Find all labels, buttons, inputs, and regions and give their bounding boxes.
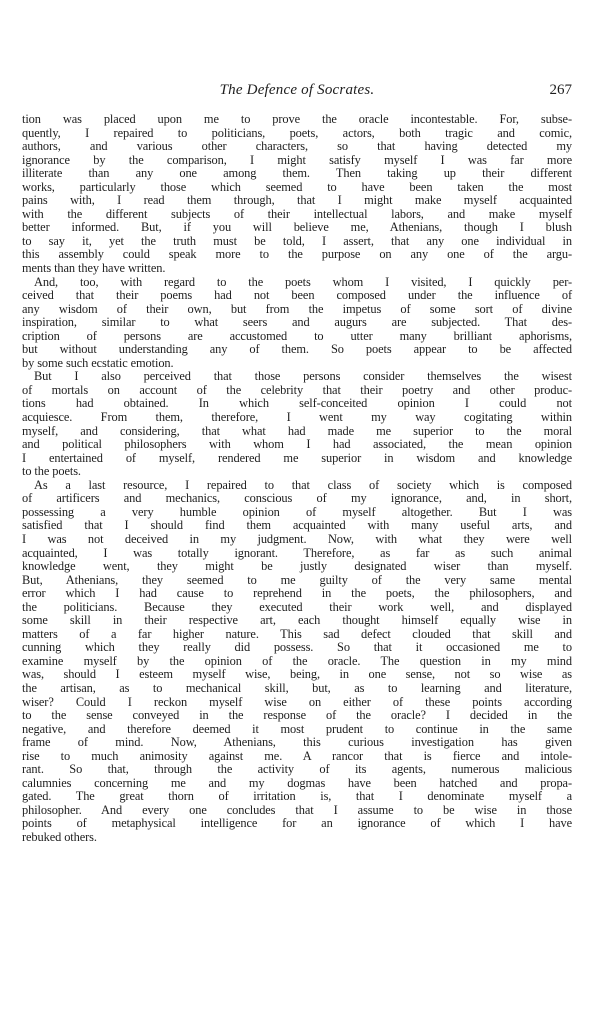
text-line: possessing a very humble opinion of myself altogether. But I was — [22, 504, 572, 519]
text-line: illiterate than any one among them. Then taking up their different — [22, 166, 572, 181]
text-line: works, particularly those which seemed to have been taken the most — [22, 179, 572, 194]
text-line: I entertained of myself, rendered me superior in wisdom and knowledge — [22, 450, 572, 465]
paragraph — [22, 113, 572, 276]
text-line: And, too, with regard to the poets whom I visited, I quickly per- — [34, 274, 572, 289]
text-line: philosopher. And every one concludes that I assume to be wise in those — [22, 802, 572, 817]
text-line: acquainted, I was totally ignorant. Therefore, as far as such animal — [22, 545, 572, 560]
text-line: of artificers and mechanics, conscious of my ignorance, and, in short, — [22, 491, 572, 506]
text-line: inspiration, similar to what seers and augurs are subjected. That des- — [22, 315, 572, 330]
text-line: tions had obtained. In which self-conceited opinion I could not — [22, 396, 572, 411]
text-line: to the sense conveyed in the response of the oracle? I decided in the — [22, 708, 572, 723]
text-line: quently, I repaired to politicians, poets, actors, both tragic and comic, — [22, 125, 572, 140]
text-line: better informed. But, if you will believe me, Athenians, though I blush — [22, 220, 572, 235]
text-line: As a last resource, I repaired to that class of society which is composed — [34, 477, 572, 492]
text-line: tion was placed upon me to prove the oracle incontestable. For, subse- — [22, 112, 572, 126]
text-line: ceived that their poems had not been composed under the influence of — [22, 288, 572, 303]
text-line: frame of mind. Now, Athenians, this curious investigation has given — [22, 735, 572, 750]
text-line: negative, and therefore deemed it most prudent to continue in the same — [22, 721, 572, 736]
text-line: But I also perceived that those persons consider themselves the wisest — [34, 369, 572, 384]
text-line: authors, and various other characters, so that having detected my — [22, 139, 572, 154]
text-line: cunning which they really did possess. So that it occasioned me to — [22, 640, 572, 655]
text-line: this assembly could speak more to the purpose on any one of the argu- — [22, 247, 572, 262]
text-line: wiser? Could I reckon myself wise on either of these points according — [22, 694, 572, 709]
text-line: was, should I esteem myself wise, being, in one sense, not so wise as — [22, 667, 572, 682]
text-line: ignorance by the comparison, I might satisfy myself I was far more — [22, 152, 572, 167]
text-line: examine myself by the opinion of the oracle. The question in my mind — [22, 653, 572, 668]
page-header — [22, 82, 572, 102]
text-line: calumnies concerning me and my dogmas have been hatched and propa- — [22, 775, 572, 790]
text-line: the artisan, as to mechanical skill, but, as to learning and literature, — [22, 680, 572, 695]
text-line: to say it, yet the truth must be told, I assert, that any one individual in — [22, 233, 572, 248]
text-line: any wisdom of their own, but from the impetus of some sort of divine — [22, 301, 572, 316]
text-line: gated. The great thorn of irritation is, that I denominate myself a — [22, 789, 572, 804]
paragraph — [22, 479, 572, 845]
paragraph — [22, 276, 572, 371]
text-line: the politicians. Because they executed their work well, and displayed — [22, 599, 572, 614]
page-number: 267 — [549, 82, 572, 98]
text-line: of mortals on account of the celebrity that their poetry and other produc- — [22, 382, 572, 397]
text-line: rant. So that, through the activity of its agents, numerous malicious — [22, 762, 572, 777]
text-line: to the poets. — [22, 464, 81, 479]
text-line: with the different subjects of their intellectual labors, and make myself — [22, 206, 572, 221]
text-line: matters of a far higher nature. This sad defect clouded that skill and — [22, 626, 572, 641]
text-line: but without understanding any of them. So poets appear to be affected — [22, 342, 572, 357]
text-line: ments than they have written. — [22, 261, 166, 276]
text-line: some skill in their respective art, each thought himself equally wise in — [22, 613, 572, 628]
text-line: by some such ecstatic emotion. — [22, 355, 174, 370]
text-line: rebuked others. — [22, 829, 97, 844]
running-title: The Defence of Socrates. — [219, 82, 375, 98]
text-line: cription of persons are accustomed to utter many brilliant aphorisms, — [22, 328, 572, 343]
text-line: acquiesce. From them, therefore, I went my way cogitating within — [22, 410, 572, 425]
text-line: points of metaphysical intelligence for an ignorance of which I have — [22, 816, 572, 831]
body-text — [22, 113, 572, 845]
text-line: But, Athenians, they seemed to me guilty of the very same mental — [22, 572, 572, 587]
text-line: pains with, I read them through, that I might make myself acquainted — [22, 193, 572, 208]
text-line: and political philosophers with whom I had associated, the mean opinion — [22, 437, 572, 452]
text-line: error which I had cause to reprehend in the poets, the philosophers, and — [22, 586, 572, 601]
paragraph — [22, 370, 572, 478]
text-line: myself, and considering, that what had made me superior to the moral — [22, 423, 572, 438]
text-line: knowledge went, they might be justly designated wiser than myself. — [22, 559, 572, 574]
text-line: I was not deceived in my judgment. Now, with what they were well — [22, 531, 572, 546]
text-line: rise to much animosity against me. A rancor that is fierce and intole- — [22, 748, 572, 763]
text-line: satisfied that I should find them acquainted with many useful arts, and — [22, 518, 572, 533]
